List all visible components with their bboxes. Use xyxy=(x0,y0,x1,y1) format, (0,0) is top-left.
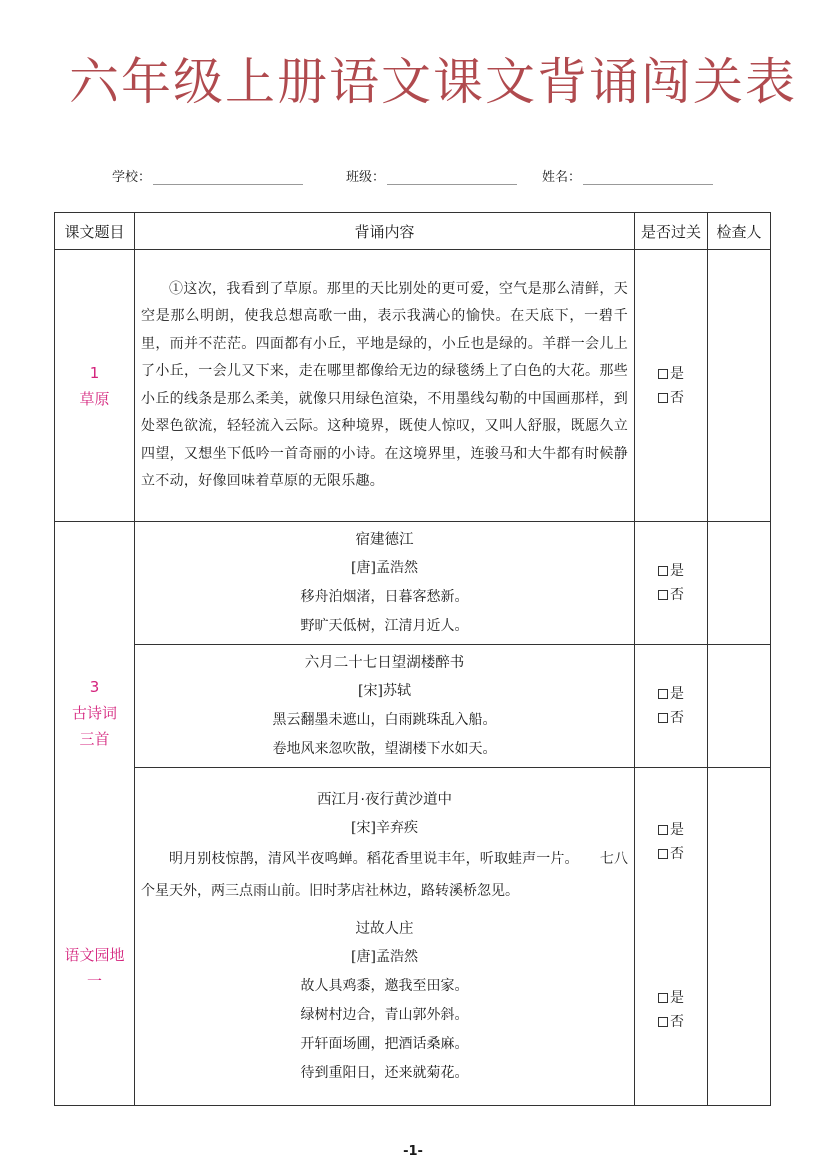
page-number: -1- xyxy=(403,1144,423,1159)
poem-2-no-option[interactable]: 否 xyxy=(635,706,707,730)
garden-poem-author: [唐]孟浩然 xyxy=(351,948,418,965)
checkbox-icon[interactable] xyxy=(658,1017,668,1027)
lesson-1-check xyxy=(635,250,708,522)
table-row-lesson-1 xyxy=(55,250,771,522)
garden-poem-no-option[interactable]: 否 xyxy=(635,1010,707,1034)
lesson-1-yes-option[interactable]: 是 xyxy=(635,362,707,386)
school-field[interactable] xyxy=(112,166,303,185)
poem-1-checker-cell[interactable] xyxy=(708,522,771,645)
lesson-1-text: ①这次，我看到了草原。那里的天比别处的更可爱，空气是那么清鲜，天空是那么明朗，使我总想高歌一曲，表示我满心的愉快。在天底下，一碧千里，而并不茫茫。四面都有小丘，平地是绿的，小丘也是绿的。羊群一会儿上了小丘，一会儿又下来，走在哪里都像给无边的绿毯绣上了白色的大花。那些小丘的线条是那么柔美，就像只用绿色渲染，不用墨线勾勒的中国画那样，到处翠色欲流，轻轻流入云际。这种境界，既使人惊叹，又叫人舒服，既愿久立四望，又想坐下低吟一首奇丽的小诗。在这境界里，连骏马和大牛都有时候静立不动，好像回味着草原的无限乐趣。 xyxy=(141,280,628,489)
table-row-poem-3 xyxy=(55,768,771,1106)
school-blank-line[interactable] xyxy=(153,170,303,185)
poem-2-author: [宋]苏轼 xyxy=(358,682,411,699)
poem-2-line: 卷地风来忽吹散，望湖楼下水如天。 xyxy=(272,740,497,757)
lesson-1-checker-cell[interactable] xyxy=(708,250,771,522)
poem-3-yes-option[interactable]: 是 xyxy=(635,818,707,842)
poem-3-and-garden-content xyxy=(135,768,635,1106)
poem-3-content xyxy=(137,786,632,907)
table-header-row xyxy=(55,213,771,250)
lesson-3-name-line1: 古诗词 xyxy=(71,703,117,722)
garden-poem-line: 待到重阳日，还来就菊花。 xyxy=(300,1064,469,1081)
poem-2-title: 六月二十七日望湖楼醉书 xyxy=(304,654,465,671)
garden-poem-line: 绿树村边合，青山郭外斜。 xyxy=(300,1006,469,1023)
checkbox-icon[interactable] xyxy=(658,849,668,859)
garden-poem-yes-option[interactable]: 是 xyxy=(635,986,707,1010)
poem-3-no-option[interactable]: 否 xyxy=(635,842,707,866)
checkbox-icon[interactable] xyxy=(658,590,668,600)
checkbox-icon[interactable] xyxy=(658,393,668,403)
lesson-1-number: 1 xyxy=(89,363,100,382)
garden-poem-line: 故人具鸡黍，邀我至田家。 xyxy=(300,977,469,994)
poem-2-checker-cell[interactable] xyxy=(708,645,771,768)
poem-1-line: 移舟泊烟渚，日暮客愁新。 xyxy=(300,588,469,605)
garden-1-name-line2: 一 xyxy=(86,971,102,990)
poem-3-title: 西江月·夜行黄沙道中 xyxy=(316,791,453,808)
lesson-1-content xyxy=(135,250,635,522)
poem-1-yes-option[interactable]: 是 xyxy=(635,559,707,583)
checkbox-icon[interactable] xyxy=(658,689,668,699)
lesson-3-number: 3 xyxy=(89,677,100,696)
name-blank-line[interactable] xyxy=(583,170,713,185)
recitation-table xyxy=(54,212,771,1106)
student-info-row xyxy=(0,166,826,186)
header-recite-content: 背诵内容 xyxy=(135,213,635,250)
header-lesson-title: 课文题目 xyxy=(55,213,135,250)
poem-2-check xyxy=(635,645,708,768)
checkbox-icon[interactable] xyxy=(658,825,668,835)
header-passed: 是否过关 xyxy=(635,213,708,250)
poem-1-line: 野旷天低树，江清月近人。 xyxy=(300,617,469,634)
poem-3-text: 明月别枝惊鹊，清风半夜鸣蝉。稻花香里说丰年，听取蛙声一片。 七八个星天外，两三点雨山前。旧时茅店社林边，路转溪桥忽见。 xyxy=(141,850,628,899)
lesson-3-cell xyxy=(55,522,135,1106)
class-blank-line[interactable] xyxy=(387,170,517,185)
checkbox-icon[interactable] xyxy=(658,713,668,723)
header-checker: 检查人 xyxy=(708,213,771,250)
poem-3-checker-cell[interactable] xyxy=(708,768,771,1106)
poem-1-check xyxy=(635,522,708,645)
poem-2-line: 黑云翻墨未遮山，白雨跳珠乱入船。 xyxy=(272,711,497,728)
garden-poem-title: 过故人庄 xyxy=(355,920,414,937)
page-title: 六年级上册语文课文背诵闯关表 xyxy=(69,53,797,111)
garden-poem-line: 开轩面场圃，把酒话桑麻。 xyxy=(300,1035,469,1052)
poem-3-author: [宋]辛弃疾 xyxy=(351,819,418,836)
poem-1-content xyxy=(135,522,635,645)
table-row-poem-1 xyxy=(55,522,771,645)
checkbox-icon[interactable] xyxy=(658,369,668,379)
table-row-poem-2 xyxy=(55,645,771,768)
lesson-1-name: 草原 xyxy=(79,389,110,408)
lesson-1-cell xyxy=(55,250,135,522)
class-label: 班级： xyxy=(346,170,386,185)
name-label: 姓名： xyxy=(542,170,582,185)
poem-1-author: [唐]孟浩然 xyxy=(351,559,418,576)
poem-1-no-option[interactable]: 否 xyxy=(635,583,707,607)
lesson-1-no-option[interactable]: 否 xyxy=(635,386,707,410)
poem-2-yes-option[interactable]: 是 xyxy=(635,682,707,706)
checkbox-icon[interactable] xyxy=(658,993,668,1003)
poem-1-title: 宿建德江 xyxy=(355,531,414,548)
garden-1-name-line1: 语文园地 xyxy=(64,945,125,964)
name-field[interactable] xyxy=(542,166,713,185)
checkbox-icon[interactable] xyxy=(658,566,668,576)
school-label: 学校： xyxy=(112,170,152,185)
lesson-3-name-line2: 三首 xyxy=(79,729,110,748)
class-field[interactable] xyxy=(346,166,517,185)
poem-2-content xyxy=(135,645,635,768)
garden-poem-content xyxy=(137,907,632,1088)
poem-3-check xyxy=(635,768,708,1106)
